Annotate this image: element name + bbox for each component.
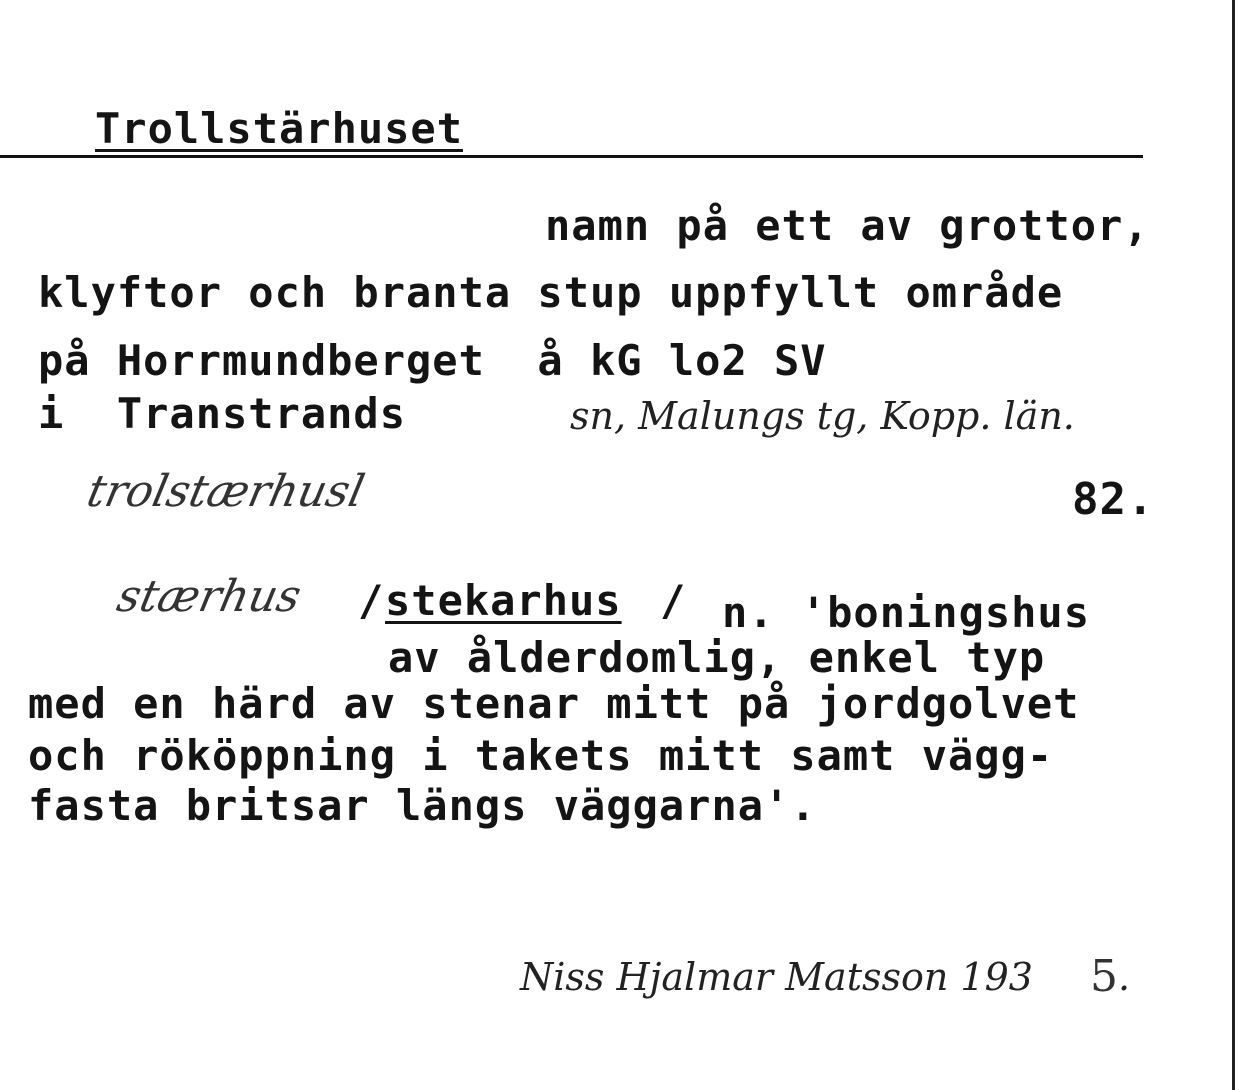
word-typed: stekarhus [385,576,622,625]
text-line-4: i Transtrands [38,389,407,438]
dialect-form-handwritten: trolstærhusl [82,466,369,517]
definition-line-2: av ålderdomlig, enkel typ [388,633,1046,682]
signature-period: . [1118,955,1131,999]
text-line-2: klyftor och branta stup uppfyllt område [38,268,1064,317]
definition-line-5: fasta britsar längs väggarna'. [28,781,817,830]
signature: Niss Hjalmar Matsson 193 [520,955,1033,999]
definition-line-1: n. 'boningshus [722,588,1091,637]
definition-line-3: med en härd av stenar mitt på jordgolvet [28,679,1080,728]
word-slash-close: / [660,576,687,625]
definition-line-4: och rököppning i takets mitt samt vägg- [28,731,1054,780]
printed-location: sn, Malungs tg, Kopp. län. [570,394,1075,438]
word-handwritten: stærhus [112,571,306,622]
text-line-1: namn på ett av grottor, [545,201,1150,250]
card-number: 82. [1072,474,1155,525]
text-line-3: på Horrmundberget å kG lo2 SV [38,336,827,385]
headword: Trollstärhuset [95,104,464,153]
card-right-edge [1232,0,1254,1090]
word-slash-open: / [358,576,385,625]
signature-year-digit: 5 [1090,951,1118,1002]
header-rule [0,155,1143,158]
